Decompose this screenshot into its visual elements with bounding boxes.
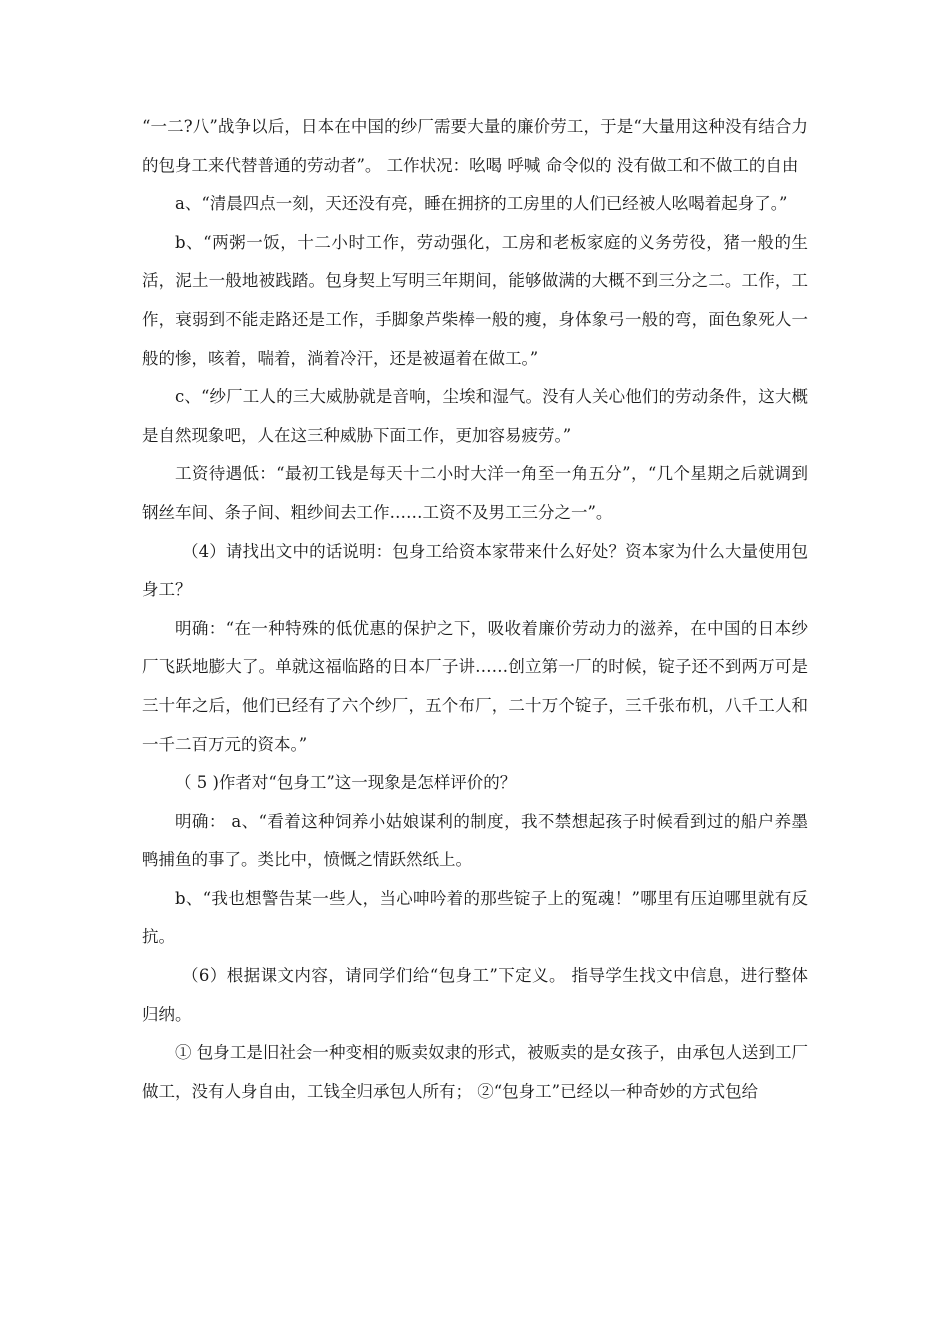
document-body bbox=[142, 108, 808, 1111]
paragraph-item-a: a、“清晨四点一刻，天还没有亮，睡在拥挤的工房里的人们已经被人吆喝着起身了。” bbox=[175, 194, 788, 214]
question-6: （6）根据课文内容，请同学们给“包身工”下定义。 指导学生找文中信息，进行整体归纳。 bbox=[142, 966, 808, 1024]
question-5: （ 5 )作者对“包身工”这一现象是怎样评价的？ bbox=[175, 773, 517, 793]
answer-6: ① 包身工是旧社会一种变相的贩卖奴隶的形式，被贩卖的是女孩子，由承包人送到工厂做工，没有人身自由，工钱全归承包人所有； ②“包身工”已经以一种奇妙的方式包给 bbox=[142, 1043, 808, 1101]
paragraph-item-b: b、“两粥一饭，十二小时工作，劳动强化，工房和老板家庭的义务劳役，猪一般的生活，泥土一般地被践踏。包身契上写明三年期间，能够做满的大概不到三分之二。工作，工作，衰弱到不能走路还是工作，手脚象芦柴棒一般的瘦，身体象弓一般的弯，面色象死人一般的惨，咳着，喘着，淌着冷汗，还是被逼着在做工。” bbox=[142, 232, 808, 368]
paragraph-item-c: c、“纱厂工人的三大威胁就是音响，尘埃和湿气。没有人关心他们的劳动条件，这大概是自然现象吧，人在这三种威胁下面工作，更加容易疲劳。” bbox=[142, 387, 808, 445]
question-4: （4）请找出文中的话说明：包身工给资本家带来什么好处？资本家为什么大量使用包身工？ bbox=[142, 541, 808, 600]
answer-5-b: b、“我也想警告某一些人，当心呻吟着的那些锭子上的冤魂！”哪里有压迫哪里就有反抗。 bbox=[142, 888, 808, 947]
answer-5-a: 明确： a、“看着这种饲养小姑娘谋利的制度，我不禁想起孩子时候看到过的船户养墨鸭捕鱼的事了。类比中，愤慨之情跃然纸上。 bbox=[142, 811, 808, 870]
answer-4: 明确：“在一种特殊的低优惠的保护之下，吸收着廉价劳动力的滋养，在中国的日本纱厂飞跃地膨大了。单就这福临路的日本厂子讲……创立第一厂的时候，锭子还不到两万可是三十年之后，他们已经有了六个纱厂，五个布厂，二十万个锭子，三千张布机，八千工人和一千二百万元的资本。” bbox=[142, 618, 808, 754]
paragraph-war-background: “一二?八”战争以后，日本在中国的纱厂需要大量的廉价劳工，于是“大量用这种没有结合力的包身工来代替普通的劳动者”。 工作状况：吆喝 呼喊 命令似的 没有做工和不做工的自由 bbox=[142, 117, 808, 175]
paragraph-wages: 工资待遇低：“最初工钱是每天十二小时大洋一角至一角五分”，“几个星期之后就调到钢丝车间、条子间、粗纱间去工作……工资不及男工三分之一”。 bbox=[142, 464, 808, 522]
